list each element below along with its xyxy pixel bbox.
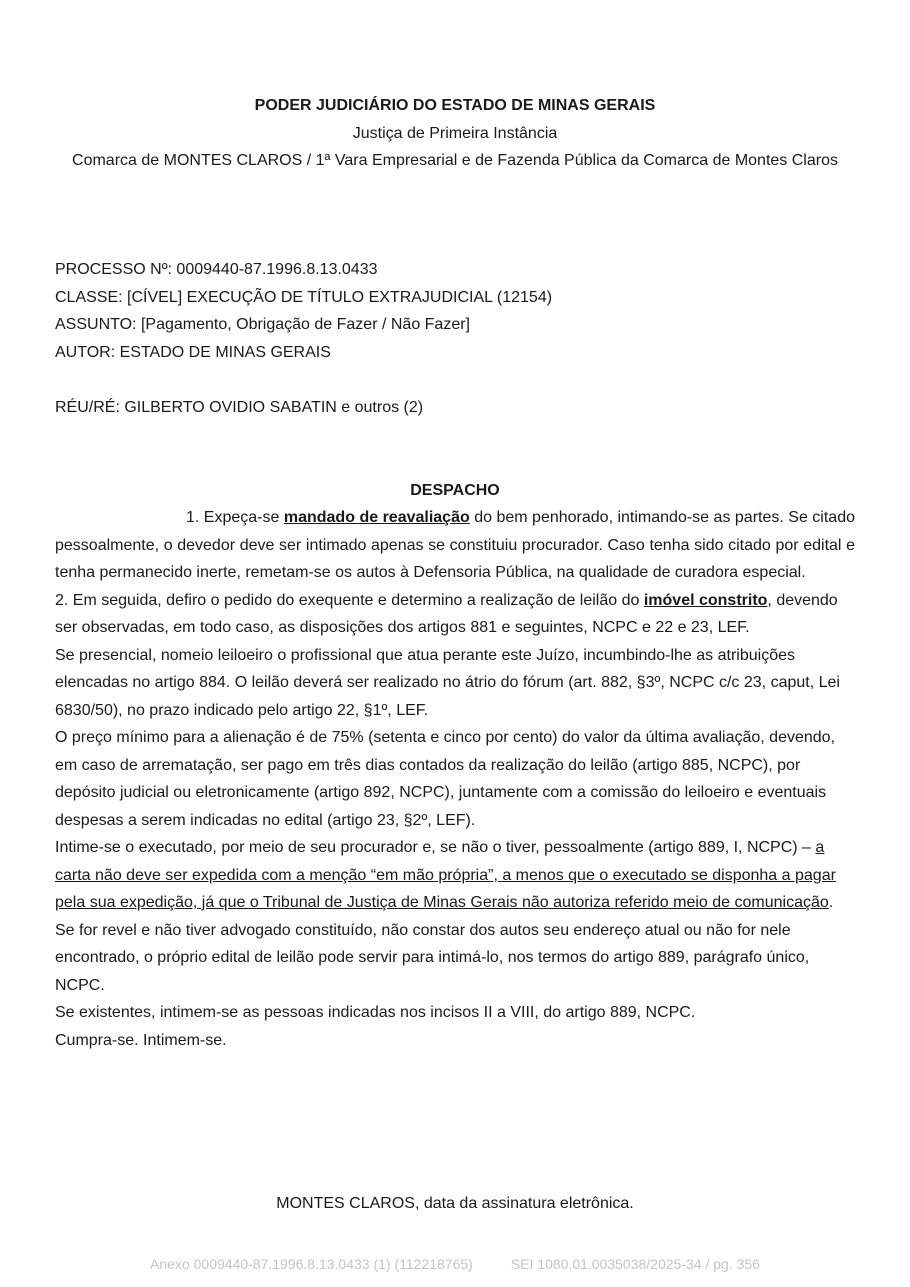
court-jurisdiction: Comarca de MONTES CLAROS / 1ª Vara Empresarial e de Fazenda Pública da Comarca de Montes Claros xyxy=(72,152,838,169)
paragraph-2-text-b: , devendo ser observadas, em todo caso, as disposições dos artigos 881 e seguintes, NCPC e 22 e 23, LEF. xyxy=(55,591,838,636)
document-title: DESPACHO xyxy=(410,482,500,499)
page-footer xyxy=(55,1256,855,1272)
paragraph-3: Se presencial, nomeio leiloeiro o profissional que atua perante este Juízo, incumbindo-lhe as atribuições elencadas no artigo 884. O leilão deverá ser realizado no átrio do fórum (art. 882, §3º, NCPC c/c 23, caput, Lei 6830/50), no prazo indicado pelo artigo 22, §1º, LEF. xyxy=(55,646,840,719)
case-number: PROCESSO Nº: 0009440-87.1996.8.13.0433 xyxy=(55,261,378,278)
case-metadata xyxy=(55,256,552,421)
case-plaintiff: AUTOR: ESTADO DE MINAS GERAIS xyxy=(55,343,331,361)
paragraph-4: O preço mínimo para a alienação é de 75% (setenta e cinco por cento) do valor da última avaliação, devendo, em caso de arrematação, ser pago em três dias contados da realização do leilão (artigo 885, NCPC), por depósito judicial ou eletronicamente (artigo 892, NCPC), juntamente com a comissão do leiloeiro e eventuais despesas a serem indicadas no edital (artigo 23, §2º, LEF). xyxy=(55,729,836,829)
paragraph-2 xyxy=(55,587,855,642)
paragraph-1 xyxy=(55,504,855,587)
paragraph-1-emphasis: mandado de reavaliação xyxy=(283,509,470,526)
paragraph-2-emphasis: imóvel constrito xyxy=(643,591,768,609)
spacer xyxy=(55,366,552,394)
paragraph-7: Cumpra-se. Intimem-se. xyxy=(55,1031,227,1049)
paragraph-6: Se existentes, intimem-se as pessoas indicadas nos incisos II a VIII, do artigo 889, NCPC. xyxy=(55,1004,696,1021)
paragraph-5 xyxy=(55,834,855,999)
footer-sei-reference: SEI 1080.01.0035038/2025-34 / pg. 356 xyxy=(510,1256,760,1272)
court-name: PODER JUDICIÁRIO DO ESTADO DE MINAS GERAIS xyxy=(254,97,656,114)
paragraph-1-text-a: 1. Expeça-se xyxy=(186,509,284,526)
case-defendant: RÉU/RÉ: GILBERTO OVIDIO SABATIN e outros (2) xyxy=(55,398,424,416)
document-header xyxy=(55,92,855,175)
case-class: CLASSE: [CÍVEL] EXECUÇÃO DE TÍTULO EXTRAJUDICIAL (12154) xyxy=(55,288,553,306)
case-subject: ASSUNTO: [Pagamento, Obrigação de Fazer / Não Fazer] xyxy=(55,316,470,333)
paragraph-5-underlined: a carta não deve ser expedida com a menção “em mão própria”, a menos que o executado se disponha a pagar pela sua expedição, já que o Tribunal de Justiça de Minas Gerais não autoriza referido meio de comunicação xyxy=(55,839,836,911)
footer-annex: Anexo 0009440-87.1996.8.13.0433 (1) (112218765) xyxy=(150,1256,473,1272)
closing-place-date: MONTES CLAROS, data da assinatura eletrônica. xyxy=(276,1195,634,1212)
paragraph-5-text-b: . Se for revel e não tiver advogado constituído, não constar dos autos seu endereço atual ou não for nele encontrado, o próprio edital de leilão pode servir para intimá-lo, nos termos do artigo 889, parágrafo único, NCPC. xyxy=(55,894,834,994)
document-body xyxy=(55,504,855,1054)
court-instance: Justiça de Primeira Instância xyxy=(352,124,558,142)
paragraph-2-text-a: 2. Em seguida, defiro o pedido do exequente e determino a realização de leilão do xyxy=(55,591,644,609)
paragraph-1-text-b: do bem penhorado, intimando-se as partes. Se citado pessoalmente, o devedor deve ser intimado apenas se constituiu procurador. Caso tenha sido citado por edital e tenha permanecido inerte, remetam-se os autos à Defensoria Pública, na qualidade de curadora especial. xyxy=(55,509,855,581)
paragraph-5-text-a: Intime-se o executado, por meio de seu procurador e, se não o tiver, pessoalmente (artigo 889, I, NCPC) – xyxy=(55,839,816,856)
